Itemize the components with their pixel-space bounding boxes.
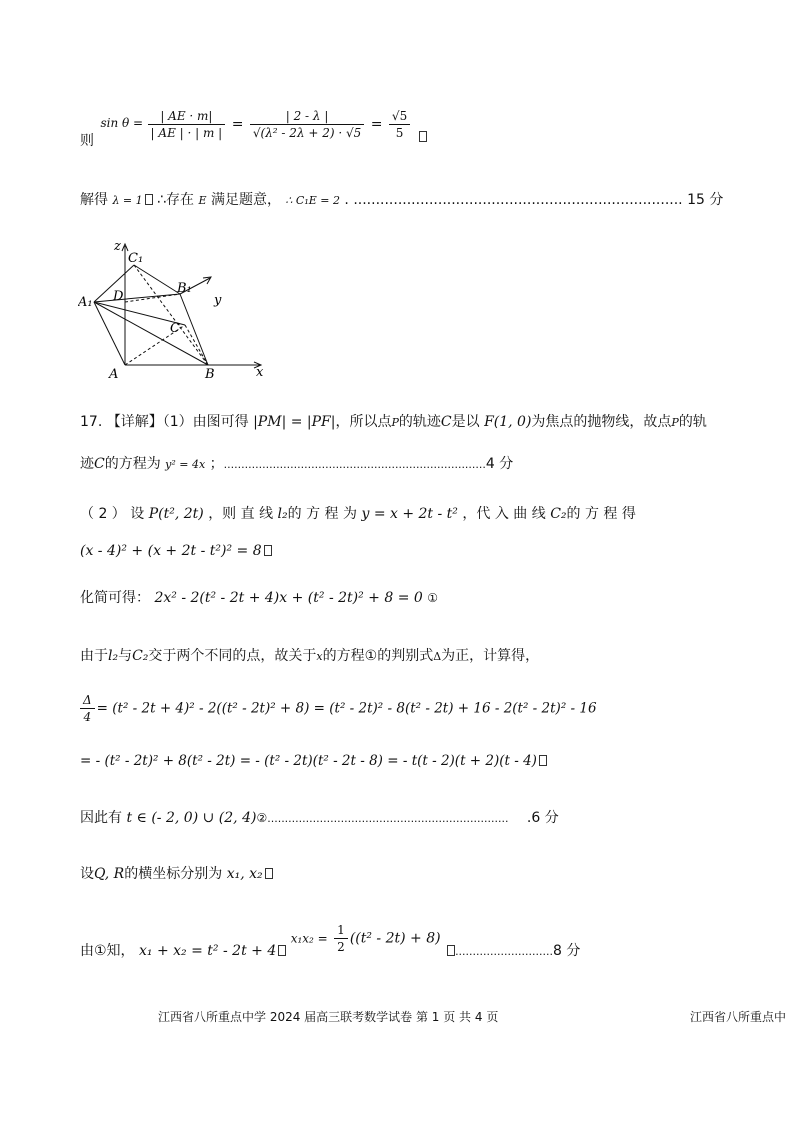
placeholder-box: [419, 131, 427, 142]
edge-B1-B: [180, 294, 208, 365]
label-A1: A₁: [78, 295, 93, 310]
fraction-3: $\frac{√5}{5}$: [389, 108, 410, 141]
delta-line2: = - (t² - 2t)² + 8(t² - 2t) = - (t² - 2t)(t² - 2t - 8) = - t(t - 2)(t + 2)(t - 4): [80, 751, 547, 771]
fraction-2: $\frac{| 2 - \lambda |}{\text{√(λ² - 2λ + 2) · √5}}$: [250, 108, 364, 141]
score-15: 15 分: [687, 192, 724, 208]
fraction-1: $\frac{| AE \cdot m|}{| AE | \cdot | m |}$: [148, 108, 226, 141]
part2-line2: (x - 4)² + (x + 2t - t²)² = 8: [80, 541, 272, 561]
vieta-line: 由①知， x₁ + x₂ = t² - 2t + 4 x₁x₂ = $\frac{1}{2}$ ((t² - 2t) + 8) ............................8 分: [80, 923, 581, 959]
score-4: 4 分: [485, 456, 514, 472]
edge-A1-A: [94, 302, 125, 365]
label-y: y: [214, 293, 222, 308]
label-A: A: [109, 367, 119, 380]
delta-line1: $\frac{\Delta}{4}$ = (t² - 2t + 4)² - 2((t² - 2t)² + 8) = (t² - 2t)² - 8(t² - 2t) + 16 - 2(t² - 2t)² - 16: [78, 692, 597, 732]
discriminant-condition-line: 由于l₂与C₂交于两个不同的点，故关于x的方程①的判别式Δ为正，计算得，: [80, 648, 540, 664]
score-6: .6 分: [526, 810, 559, 826]
prism-figure: [78, 232, 278, 380]
label-D: D: [113, 289, 124, 304]
problem17-line2: 迹C的方程为 y² = 4x ；...........................................................................4 分: [80, 456, 514, 472]
range-line: 因此有 t ∈ (- 2, 0) ∪ (2, 4)②..................................................................... .6 分: [80, 810, 559, 826]
problem17-line1: 17. 【详解】（1）由图可得 |PM| = |PF|，所以点P的轨迹C是以 F(1, 0)为焦点的抛物线，故点P的轨: [80, 414, 707, 430]
simplify-line: 化简可得： 2x² - 2(t² - 2t + 4)x + (t² - 2t)² + 8 = 0 ①: [80, 590, 439, 606]
label-C: C: [170, 321, 180, 336]
label-z: z: [114, 239, 121, 254]
edge-A1-B1: [94, 294, 180, 302]
label-x: x: [256, 365, 264, 380]
score-8: 8 分: [552, 942, 581, 959]
sin-theta: sin θ =: [100, 115, 144, 130]
label-B: B: [205, 367, 215, 380]
detail-tag: 【详解】: [106, 414, 163, 430]
lambda-solution-line: 解得 λ = 1 ∴存在 E 满足题意， ∴ C₁E = 2 . .......................................................................... 15 分: [80, 192, 724, 208]
sin-formula-line: 则 sin θ = $\frac{| AE \cdot m|}{| AE | \cdot | m |}$ = $\frac{| 2 - \lambda |}{\text{√(λ² - 2λ + 2) · √5}}$ = $\frac{√5}{5}$: [80, 108, 427, 152]
label-B1: B₁: [177, 281, 192, 296]
edge-C1-B1: [134, 265, 180, 294]
part2-line1: （ 2 ） 设 P(t², 2t) ，则 直 线 l₂的 方 程 为 y = x + 2t - t² ，代 入 曲 线 C₂的 方 程 得: [80, 506, 636, 522]
half-fraction: $\frac{1}{2}$: [334, 922, 348, 955]
edge-A1-B: [94, 302, 208, 365]
footer-center: 江西省八所重点中学 2024 届高三联考数学试卷 第 1 页 共 4 页: [158, 1010, 499, 1024]
then-text: 则: [80, 132, 94, 149]
set-QR-line: 设Q, R的横坐标分别为 x₁, x₂: [80, 864, 273, 884]
label-C1: C₁: [128, 251, 144, 266]
delta-over-4: $\frac{\Delta}{4}$: [80, 692, 95, 725]
footer-right: 江西省八所重点中: [690, 1010, 787, 1024]
